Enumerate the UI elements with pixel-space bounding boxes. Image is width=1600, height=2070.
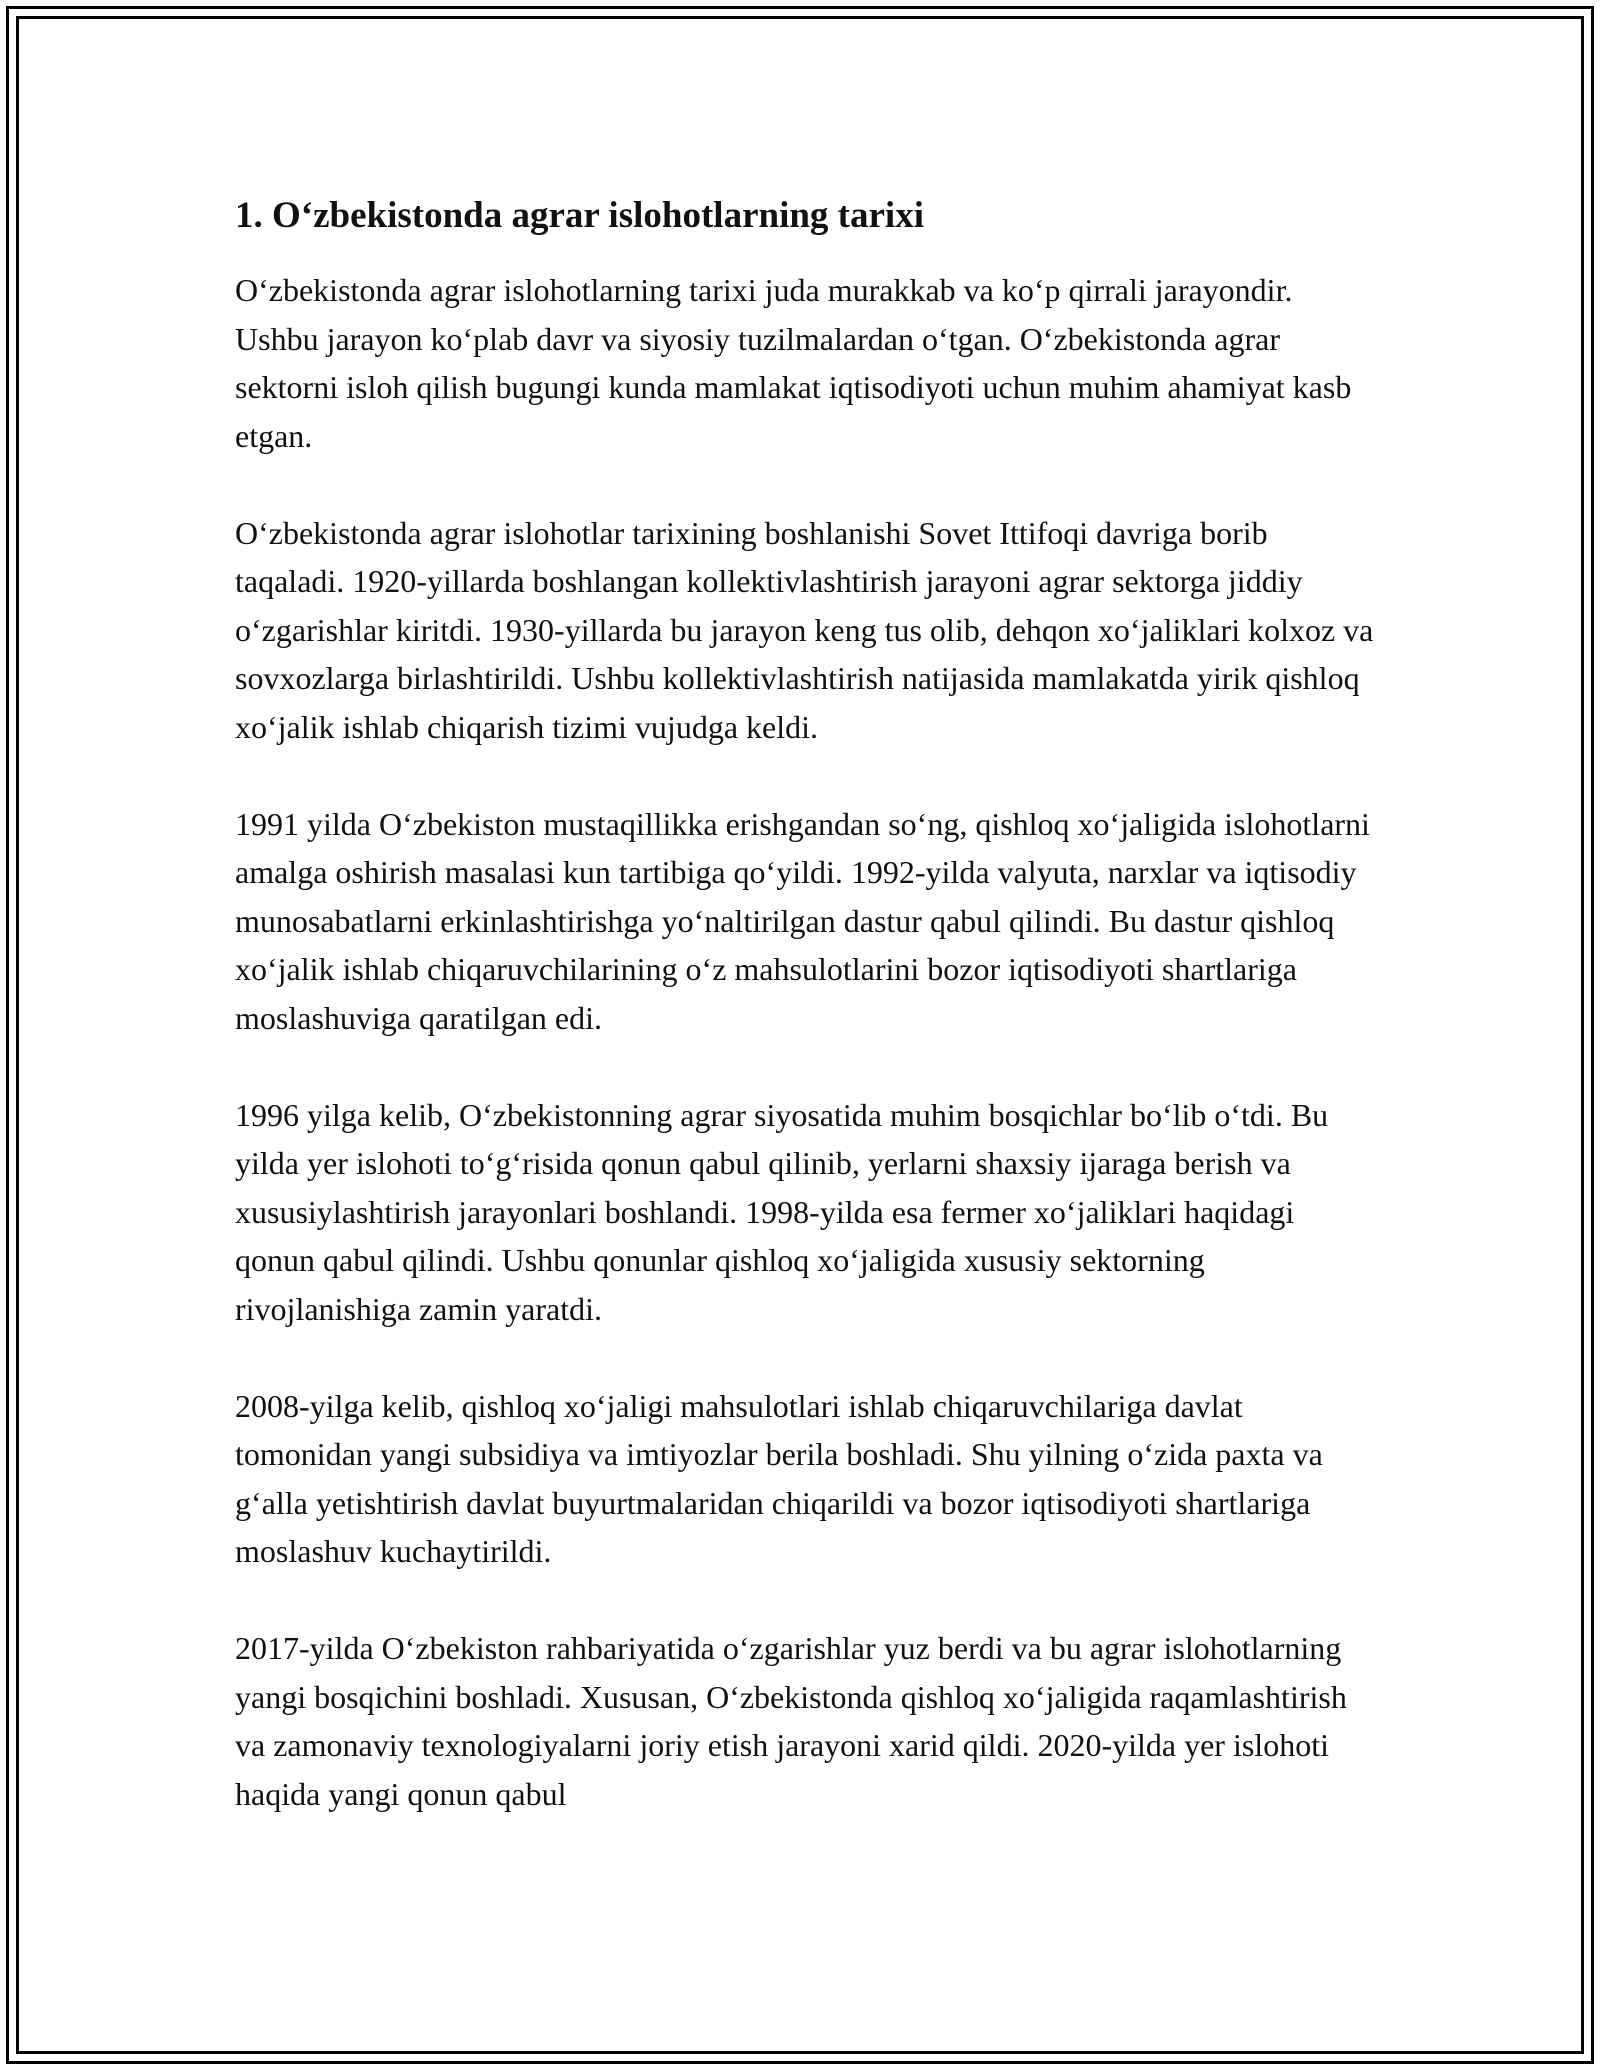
paragraph: 1991 yilda O‘zbekiston mustaqillikka erishgandan so‘ng, qishloq xo‘jaligida islohotlarni amalga oshirish masalasi kun tartibiga qo‘yildi. 1992-yilda valyuta, narxlar va iqtisodiy munosabatlarni erkinlashtirishga yo‘naltirilgan dastur qabul qilindi. Bu dastur qishloq xo‘jalik ishlab chiqaruvchilarining o‘z mahsulotlarini bozor iqtisodiyoti shartlariga moslashuviga qaratilgan edi. [235, 805, 1370, 1036]
paragraph: O‘zbekistonda agrar islohotlarning tarixi juda murakkab va ko‘p qirrali jarayondir. Ushbu jarayon ko‘plab davr va siyosiy tuzilmalardan o‘tgan. O‘zbekistonda agrar sektorni isloh qilish bugungi kunda mamlakat iqtisodiyoti uchun muhim ahamiyat kasb etgan. [235, 272, 1352, 454]
paragraph: O‘zbekistonda agrar islohotlar tarixining boshlanishi Sovet Ittifoqi davriga borib taqaladi. 1920-yillarda boshlangan kollektivlashtirish jarayoni agrar sektorga jiddiy o‘zgarishlar kiritdi. 1930-yillarda bu jarayon keng tus olib, dehqon xo‘jaliklari kolxoz va sovxozlarga birlashtirildi. Ushbu kollektivlashtirish natijasida mamlakatda yirik qishloq xo‘jalik ishlab chiqarish tizimi vujudga keldi. [235, 514, 1374, 745]
paragraph: 2008-yilga kelib, qishloq xo‘jaligi mahsulotlari ishlab chiqaruvchilariga davlat tomonidan yangi subsidiya va imtiyozlar berila boshladi. Shu yilning o‘zida paxta va g‘alla yetishtirish davlat buyurtmalaridan chiqarildi va bozor iqtisodiyoti shartlariga moslashuv kuchaytirildi. [235, 1387, 1323, 1569]
section-heading: 1. O‘zbekistonda agrar islohotlarning tarixi [235, 195, 924, 236]
paragraph: 1996 yilga kelib, O‘zbekistonning agrar siyosatida muhim bosqichlar bo‘lib o‘tdi. Bu yilda yer islohoti to‘g‘risida qonun qabul qilinib, yerlarni shaxsiy ijaraga berish va xususiylashtirish jarayonlari boshlandi. 1998-yilda esa fermer xo‘jaliklari haqidagi qonun qabul qilindi. Ushbu qonunlar qishloq xo‘jaligida xususiy sektorning rivojlanishiga zamin yaratdi. [235, 1096, 1329, 1327]
document-body [235, 190, 1375, 1867]
paragraph: 2017-yilda O‘zbekiston rahbariyatida o‘zgarishlar yuz berdi va bu agrar islohotlarning yangi bosqichini boshladi. Xususan, O‘zbekistonda qishloq xo‘jaligida raqamlashtirish va zamonaviy texnologiyalarni joriy etish jarayoni xarid qildi. 2020-yilda yer islohoti haqida yangi qonun qabul [235, 1630, 1347, 1812]
